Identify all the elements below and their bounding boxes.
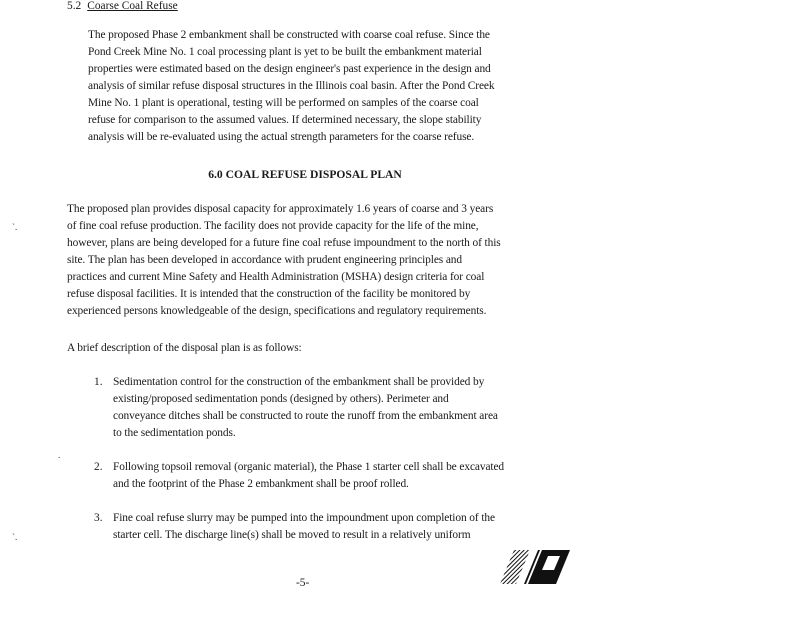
scan-speck: . (58, 450, 61, 460)
list-item-number: 3. (94, 512, 103, 524)
paragraph-line: Pond Creek Mine No. 1 coal processing plant is yet to be built the embankment material (88, 46, 482, 58)
paragraph-line: site. The plan has been developed in accordance with prudent engineering principles and (67, 254, 462, 266)
paragraph-line: Mine No. 1 plant is operational, testing will be performed on samples of the coarse coal (88, 97, 479, 109)
paragraph-line: The proposed plan provides disposal capacity for approximately 1.6 years of coarse and 3 years (67, 203, 494, 215)
page-number: -5- (296, 577, 310, 589)
list-item-line: Fine coal refuse slurry may be pumped into the impoundment upon completion of the (113, 512, 495, 524)
scan-speck: `. (12, 532, 18, 542)
list-intro: A brief description of the disposal plan is as follows: (67, 342, 302, 354)
paragraph-line: analysis will be re-evaluated using the actual strength parameters for the coarse refuse. (88, 131, 475, 143)
list-item-number: 1. (94, 376, 103, 388)
list-item-line: and the footprint of the Phase 2 embankment shall be proof rolled. (113, 478, 409, 490)
paragraph-line: analysis of similar refuse disposal structures in the Illinois coal basin. After the Pond Creek (88, 80, 495, 92)
list-item-line: starter cell. The discharge line(s) shall be moved to result in a relatively uniform (113, 529, 471, 541)
paragraph-line: experienced persons knowledgeable of the design, specifications and regulatory requirements. (67, 305, 487, 317)
section-heading (67, 0, 178, 12)
list-item-line: Following topsoil removal (organic material), the Phase 1 starter cell shall be excavated (113, 461, 505, 473)
chapter-heading: 6.0 COAL REFUSE DISPOSAL PLAN (208, 168, 402, 181)
list-item-line: Sedimentation control for the construction of the embankment shall be provided by (113, 376, 485, 388)
company-logo-icon (500, 548, 572, 586)
paragraph-line: however, plans are being developed for a future fine coal refuse impoundment to the north of this (67, 237, 501, 249)
list-item-line: conveyance ditches shall be constructed to route the runoff from the embankment area (113, 410, 498, 422)
paragraph-line: The proposed Phase 2 embankment shall be constructed with coarse coal refuse. Since the (88, 29, 490, 41)
paragraph-line: refuse for comparison to the assumed values. If determined necessary, the slope stability (88, 114, 482, 126)
list-item-line: existing/proposed sedimentation ponds (designed by others). Perimeter and (113, 393, 449, 405)
paragraph-line: properties were estimated based on the design engineer's past experience in the design and (88, 63, 491, 75)
list-item-number: 2. (94, 461, 103, 473)
paragraph-line: refuse disposal facilities. It is intended that the construction of the facility be monitored by (67, 288, 471, 300)
section-number: 5.2 (67, 0, 82, 12)
paragraph-line: of fine coal refuse production. The facility does not provide capacity for the life of the mine, (67, 220, 479, 232)
paragraph-line: practices and current Mine Safety and Health Administration (MSHA) design criteria for coal (67, 271, 485, 283)
scan-speck: `. (12, 222, 18, 232)
list-item-line: to the sedimentation ponds. (113, 427, 236, 439)
section-title: Coarse Coal Refuse (87, 0, 178, 12)
